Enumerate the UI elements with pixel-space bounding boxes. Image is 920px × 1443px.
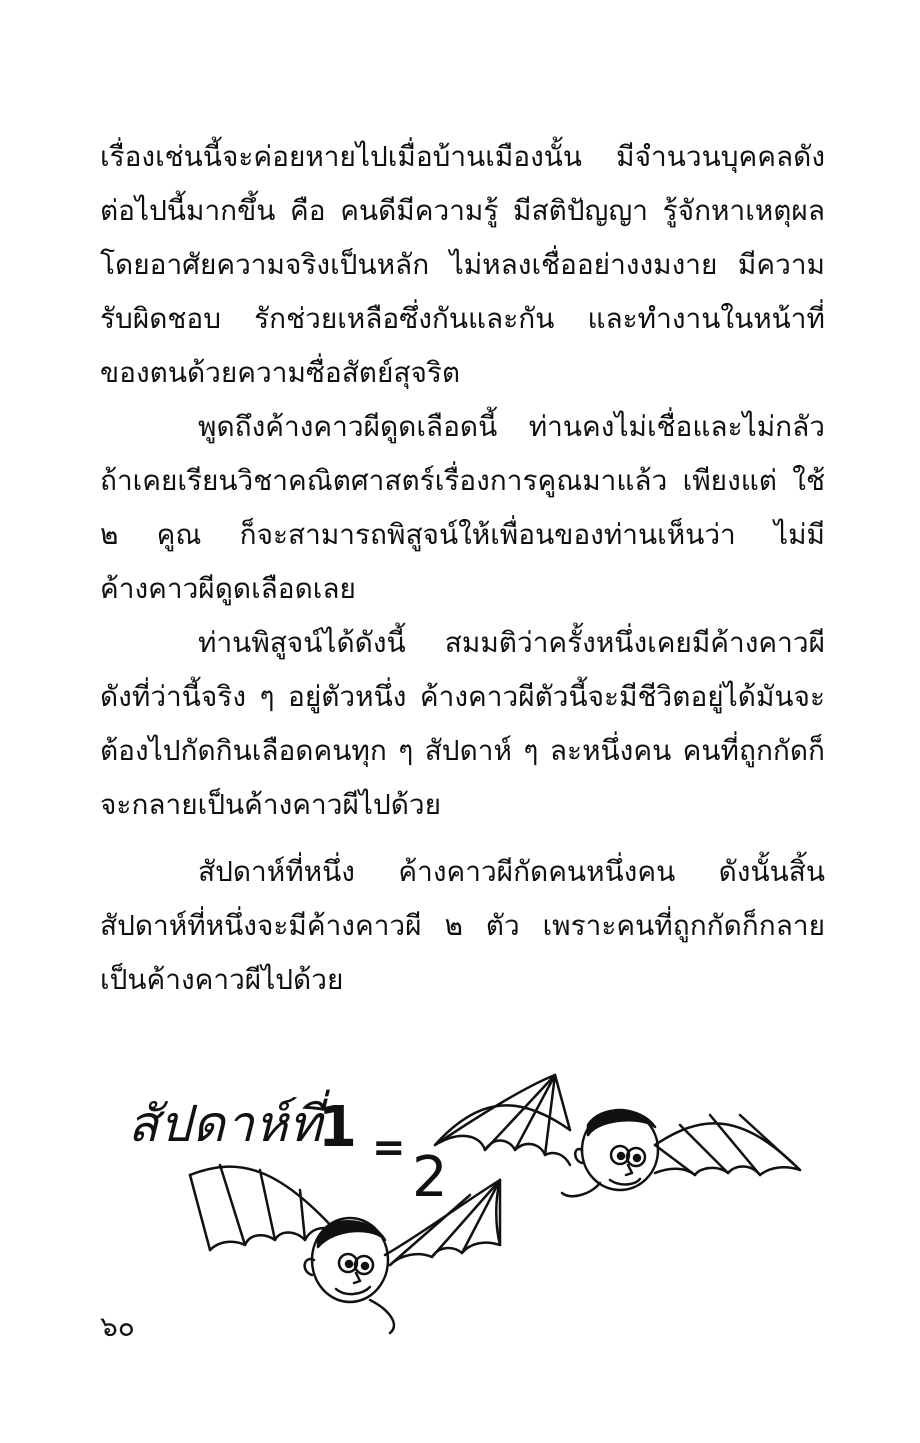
week-caption: สัปดาห์ที่ (128, 1095, 323, 1153)
bat-lower-left-icon (190, 1165, 500, 1333)
text-block-bottom (100, 845, 825, 1007)
paragraph: สัปดาห์ที่หนึ่ง ค้างคาวผีกัดคนหนึ่งคน ดังนั้นสิ้นสัปดาห์ที่หนึ่งจะมีค้างคาวผี ๒ ตัว เพราะคนที่ถูกกัดก็กลายเป็นค้างคาวผีไปด้วย (100, 855, 825, 996)
paragraph: ท่านพิสูจน์ได้ดังนี้ สมมติว่าครั้งหนึ่งเคยมีค้างคาวผีดังที่ว่านี้จริง ๆ อยู่ตัวหนึ่ง ค้างคาวผีตัวนี้จะมีชีวิตอยู่ได้มันจะต้องไปกัดกินเลือดคนทุก ๆ สัปดาห์ ๆ ละหนึ่งคน คนที่ถูกกัดก็จะกลายเป็นค้างคาวผีไปด้วย (100, 626, 825, 821)
paragraph: เรื่องเช่นนี้จะค่อยหายไปเมื่อบ้านเมืองนั้น มีจำนวนบุคคลดังต่อไปนี้มากขึ้น คือ คนดีมีความรู้ มีสติปัญญา รู้จักหาเหตุผลโดยอาศัยความจริงเป็นหลัก ไม่หลงเชื่ออย่างงมงาย มีความรับผิดชอบ รักช่วยเหลือซึ่งกันและกัน และทำงานในหน้าที่ของตนด้วยความซื่อสัตย์สุจริต (100, 140, 825, 389)
paragraph: พูดถึงค้างคาวผีดูดเลือดนี้ ท่านคงไม่เชื่อและไม่กลัว ถ้าเคยเรียนวิชาคณิตศาสตร์เรื่องการคูณมาแล้ว เพียงแต่ ใช้ ๒ คูณ ก็จะสามารถพิสูจน์ให้เพื่อนของท่านเห็นว่า ไม่มีค้างคาวผีดูดเลือดเลย (100, 410, 825, 605)
caption-equals: = (372, 1125, 406, 1171)
bat-upper-right-icon (435, 1075, 800, 1196)
caption-number-one: 1 (318, 1095, 357, 1160)
text-block-top (100, 130, 825, 832)
page-number: ๖๐ (100, 1310, 135, 1343)
caption-number-two: 2 (412, 1145, 448, 1210)
